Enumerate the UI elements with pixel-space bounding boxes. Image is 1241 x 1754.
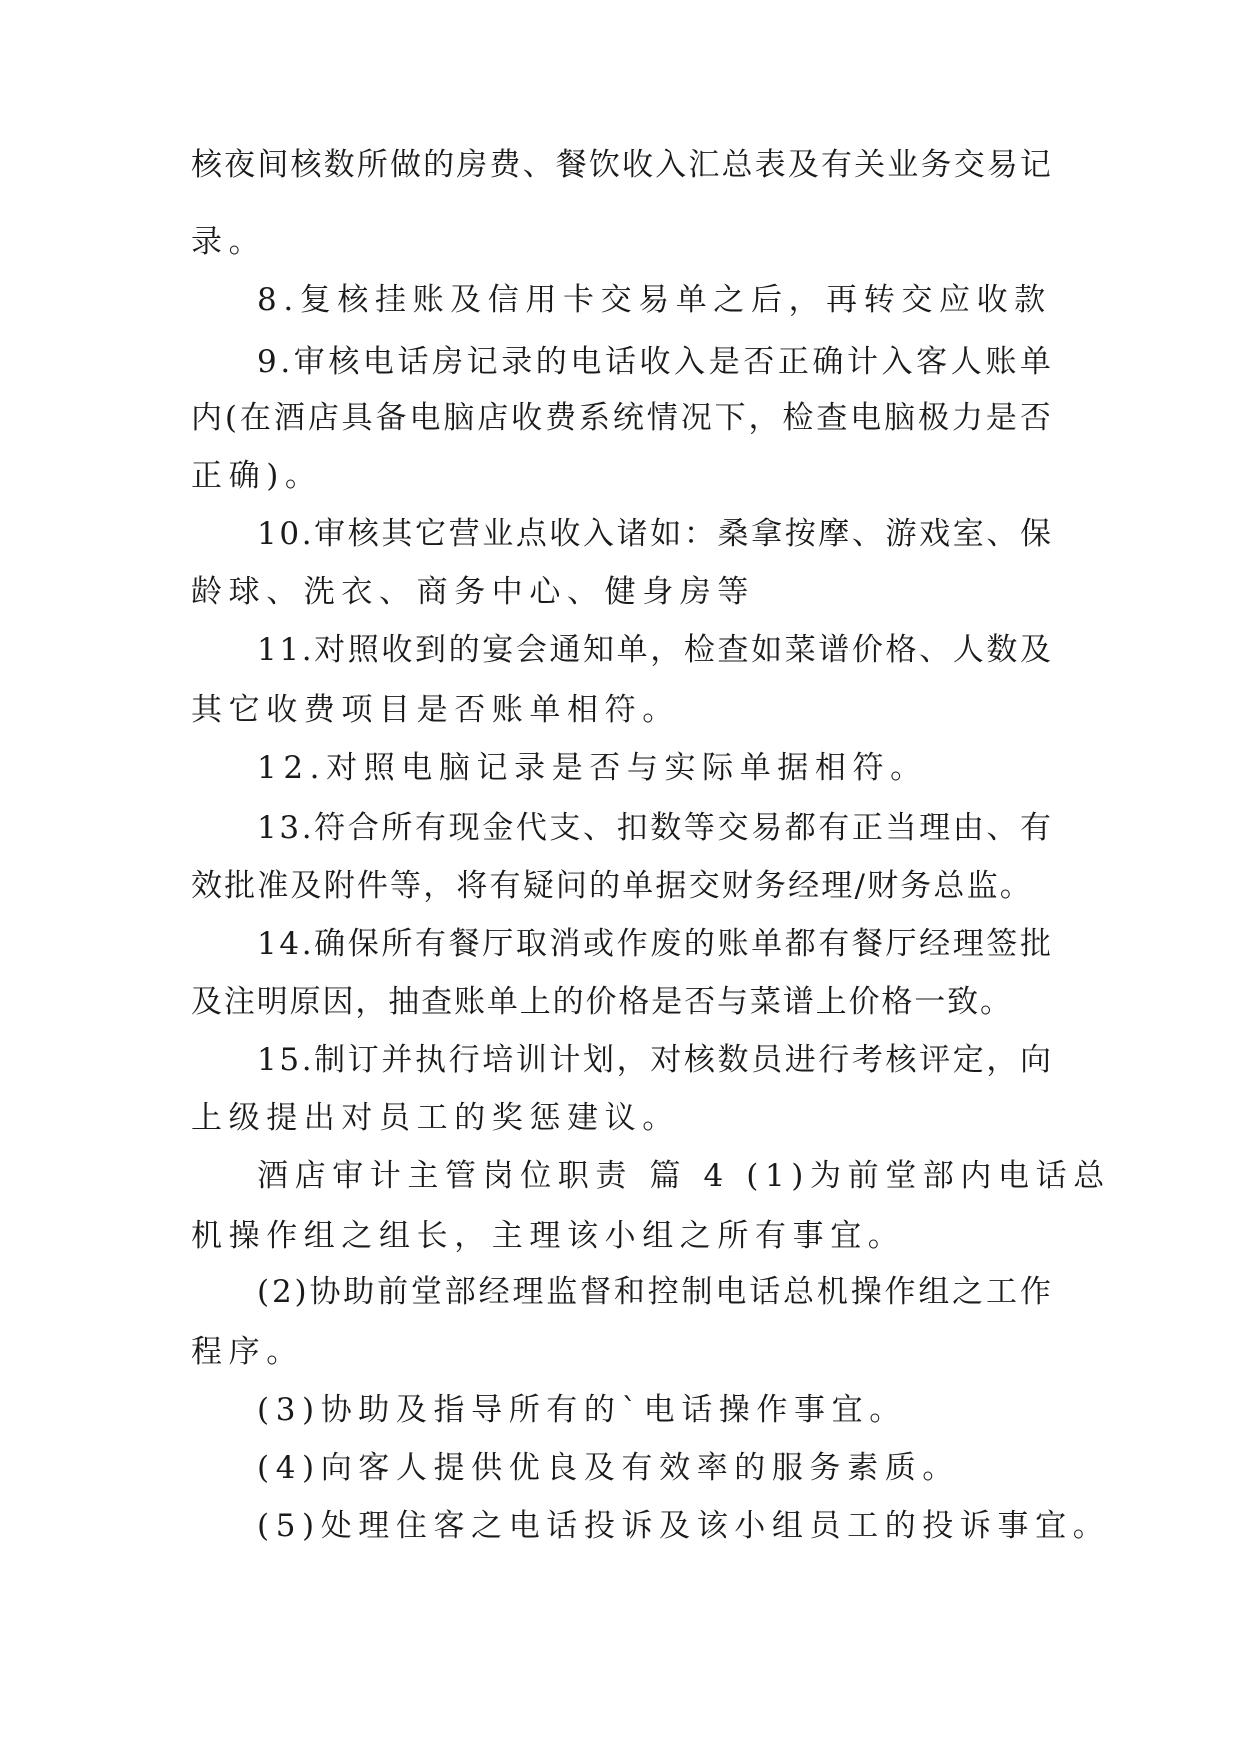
- paragraph-line-8: 龄球、洗衣、商务中心、健身房等: [191, 574, 755, 610]
- paragraph-line-12: 1 3 . 符 合 所 有 现 金 代 支 、 扣 数 等 交 易 都 有 正 当 理 由 、 有: [257, 810, 1051, 846]
- paragraph-line-17: 上级提出对员工的奖惩建议。: [191, 1100, 680, 1136]
- paragraph-line-3: 8.复核挂账及信用卡交易单之后，再转交应收款: [257, 282, 1052, 318]
- paragraph-line-14: 1 4 . 确 保 所 有 餐 厅 取 消 或 作 废 的 账 单 都 有 餐 厅 经 理 签 批: [257, 926, 1051, 962]
- paragraph-line-2: 录。: [191, 224, 267, 260]
- paragraph-line-18: 酒店审计主管岗位职责 篇 4 (1)为前堂部内电话总: [257, 1158, 1111, 1194]
- paragraph-line-13: 效 批 准 及 附 件 等 ， 将 有 疑 问 的 单 据 交 财 务 经 理 / 财 务 总 监 。: [191, 868, 1031, 904]
- paragraph-line-15: 及 注 明 原 因 ， 抽 查 账 单 上 的 价 格 是 否 与 菜 谱 上 价 格 一 致 。: [191, 984, 1011, 1020]
- paragraph-line-23: (4)向客人提供优良及有效率的服务素质。: [257, 1450, 960, 1486]
- paragraph-line-7: 1 0 . 审 核 其 它 营 业 点 收 入 诸 如 ： 桑 拿 按 摩 、 游 戏 室 、 保: [257, 516, 1051, 552]
- paragraph-line-5: 内 ( 在 酒 店 具 备 电 脑 店 收 费 系 统 情 况 下 ， 检 查 电 脑 极 力 是 否: [191, 400, 1051, 436]
- paragraph-line-16: 1 5 . 制 订 并 执 行 培 训 计 划 ， 对 核 数 员 进 行 考 核 评 定 ， 向: [257, 1042, 1051, 1078]
- paragraph-line-22: (3)协助及指导所有的`电话操作事宜。: [257, 1392, 907, 1428]
- paragraph-line-21: 程序。: [191, 1334, 304, 1370]
- paragraph-line-20: ( 2 ) 协 助 前 堂 部 经 理 监 督 和 控 制 电 话 总 机 操 作 组 之 工 作: [257, 1274, 1051, 1310]
- paragraph-line-6: 正确)。: [191, 458, 323, 494]
- paragraph-line-24: (5)处理住客之电话投诉及该小组员工的投诉事宜。: [257, 1508, 1111, 1544]
- paragraph-line-11: 12.对照电脑记录是否与实际单据相符。: [257, 750, 928, 786]
- paragraph-line-10: 其它收费项目是否账单相符。: [191, 692, 680, 728]
- paragraph-line-19: 机操作组之组长，主理该小组之所有事宜。: [191, 1218, 906, 1254]
- paragraph-line-9: 1 1 . 对 照 收 到 的 宴 会 通 知 单 ， 检 查 如 菜 谱 价 格 、 人 数 及: [257, 632, 1051, 668]
- paragraph-line-1: 核 夜 间 核 数 所 做 的 房 费 、 餐 饮 收 入 汇 总 表 及 有 关 业 务 交 易 记: [191, 147, 1051, 183]
- paragraph-line-4: 9 . 审 核 电 话 房 记 录 的 电 话 收 入 是 否 正 确 计 入 客 人 账 单: [257, 344, 1051, 380]
